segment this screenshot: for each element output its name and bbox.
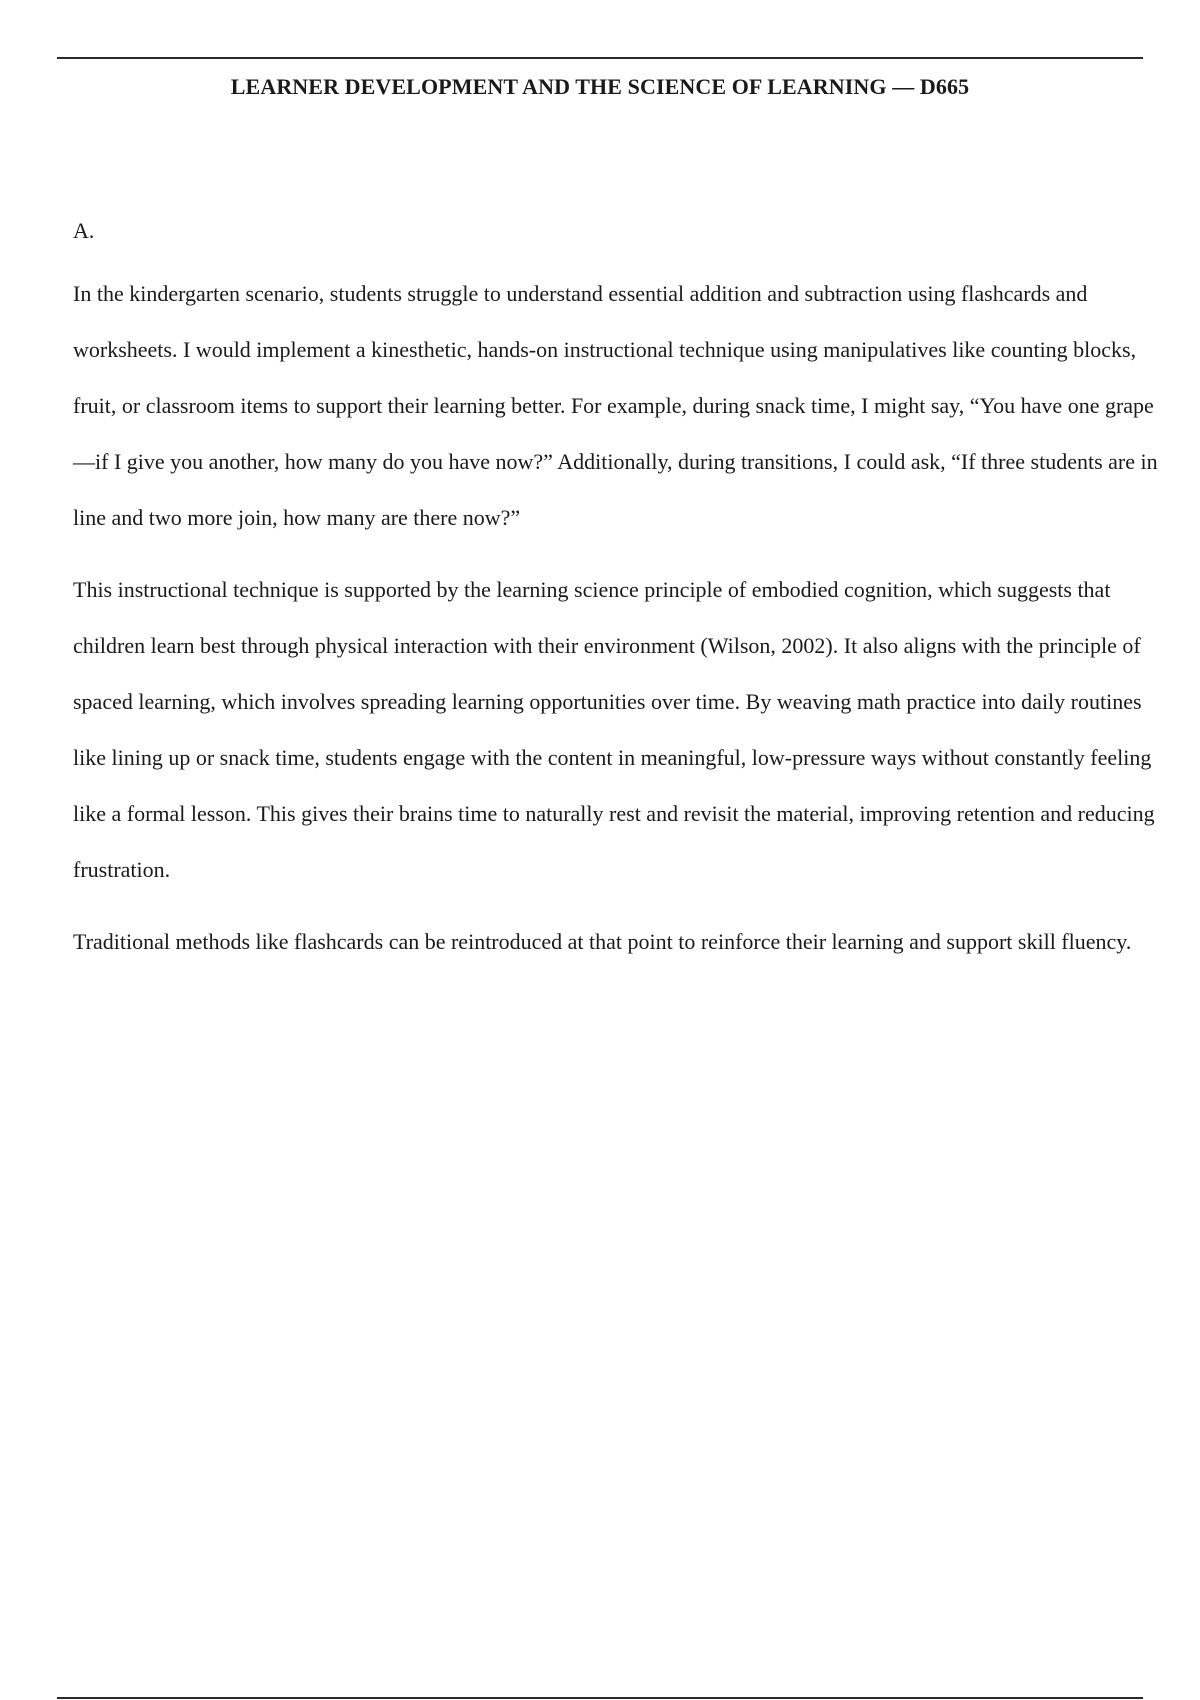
section-label: A. — [73, 218, 95, 243]
footer-rule — [57, 1697, 1143, 1699]
paragraph-traditional-methods: Traditional methods like flashcards can be reintroduced at that point to reinforce their learning and support skill fluency. — [73, 929, 1132, 954]
document-title: LEARNER DEVELOPMENT AND THE SCIENCE OF LEARNING — D665 — [230, 74, 970, 99]
paragraph-learning-science-principle: This instructional technique is supported by the learning science principle of embodied cognition, which suggests that children learn best through physical interaction with their environment (Wilson, 2002). It also aligns with the principle of spaced learning, which involves spreading learning opportunities over time. By weaving math practice into daily routines like lining up or snack time, students engage with the content in meaningful, low-pressure ways without constantly feeling like a formal lesson. This gives their brains time to naturally rest and revisit the material, improving retention and reducing frustration. — [73, 577, 1155, 882]
paragraph-instructional-technique: In the kindergarten scenario, students struggle to understand essential addition and subtraction using flashcards and worksheets. I would implement a kinesthetic, hands-on instructional technique using manipulatives like counting blocks, fruit, or classroom items to support their learning better. For example, during snack time, I might say, “You have one grape—if I give you another, how many do you have now?” Additionally, during transitions, I could ask, “If three students are in line and two more join, how many are there now?” — [73, 281, 1158, 530]
header-rule — [57, 57, 1143, 59]
document-body — [73, 214, 1163, 986]
